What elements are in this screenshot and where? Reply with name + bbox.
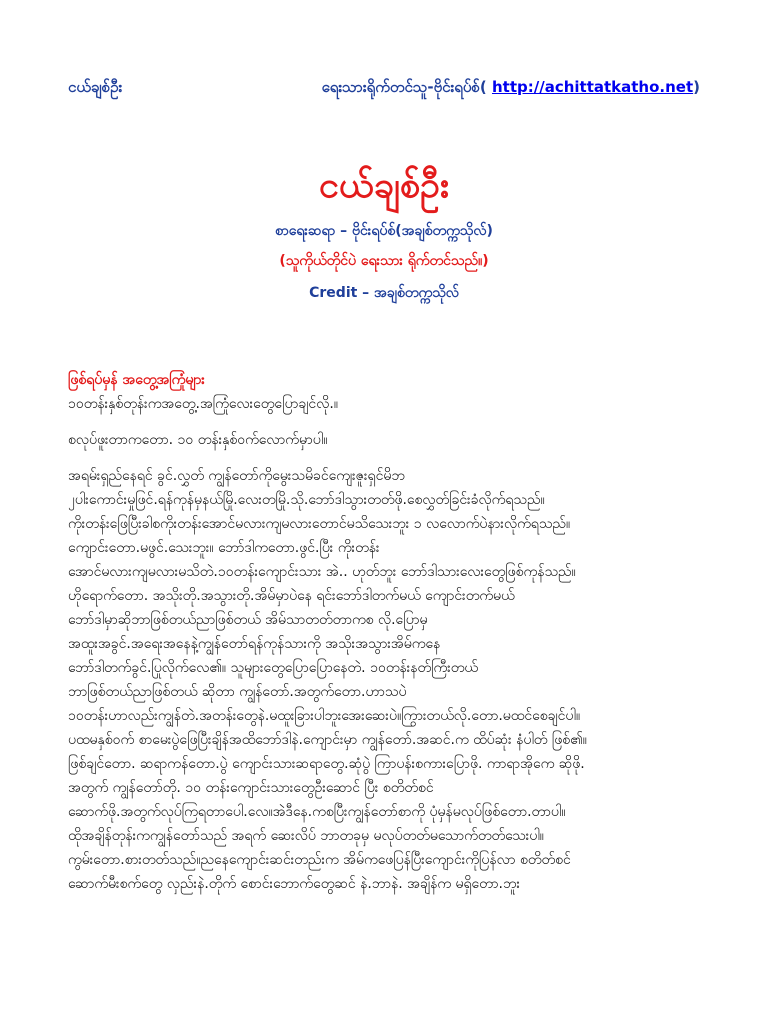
paragraph: ကျောင်းတော.မဖွင်.သေးဘူး။ ဘော်ဒါကတော.ဖွင်.ပြီး ကိုးတန်း bbox=[68, 540, 380, 556]
paragraph: ဘော်ဒါမှာဆိုဘာဖြစ်တယ်ညာဖြစ်တယ် အိမ်သာတတ်တာကစ လို.ပြောမှ bbox=[68, 612, 428, 628]
paragraph: ကွမ်းတော.စားတတ်သည်။ညနေကျောင်းဆင်းတည်းက အိမ်ကဖေပြန်ပြီးကျောင်းကိုပြန်လာ စတိတ်စင် bbox=[68, 852, 571, 868]
paragraph: ဖြစ်ချင်တော. ဆရာကန်တော.ပွဲ ကျောင်းသားဆရာတွေ.ဆုံပွဲ ကြာပန်းစကားပြောဖို. ကာရာအိုကေ ဆိုဖို. bbox=[68, 756, 585, 772]
paragraph: စလုပ်ဖူးတာကတော. ၁၀ တန်းနှစ်ဝက်လောက်မှာပါ။ bbox=[68, 432, 328, 448]
paragraph: ဆောက်ဖို.အတွက်လုပ်ကြရတာပေါ.လေ။အဲဒီနေ.ကစပြီးကျွန်တော်စာကို ပုံမှန်မလုပ်ဖြစ်တော.တာပါ။ bbox=[68, 804, 566, 820]
story-body bbox=[68, 368, 706, 896]
paragraph: ကိုးတန်းဖြေပြီးခါစကိုးတန်းအောင်မလားကျမလားတောင်မသိသေးဘူး ၁ လလောက်ပဲနားလိုက်ရသည်။ bbox=[68, 516, 571, 532]
credit-line: Credit – အချစ်တက္ကသိုလ် bbox=[309, 285, 459, 301]
title-block bbox=[0, 160, 768, 306]
section-heading: ဖြစ်ရပ်မှန် အတွေ့အကြုံများ bbox=[68, 372, 205, 388]
note-line: (သူကိုယ်တိုင်ပဲ ရေးသား ရိုက်တင်သည်။) bbox=[279, 253, 489, 269]
paragraph: ဆောက်မီးစက်တွေ လှည်းနဲ.တိုက် စောင်းဘောက်တွေဆင် နဲ.ဘာနဲ. အချိန်က မရှိတော.ဘူး bbox=[68, 876, 520, 892]
paragraph: ၁၀တန်းနှစ်တုန်းကအတွေ့.အကြုံလေးတွေပြောချင်လို.။ bbox=[68, 396, 339, 412]
story-title: ငယ်ချစ်ဦး bbox=[318, 165, 450, 206]
paragraph: ထိုအချိန်တုန်းကကျွန်တော်သည် အရက် ဆေးလိပ် ဘာတခုမှ မလုပ်တတ်မသောက်တတ်သေးပါ။ bbox=[68, 828, 544, 844]
header-story-title: ငယ်ချစ်ဦး bbox=[68, 78, 123, 96]
website-link[interactable]: http://achittatkatho.net bbox=[491, 78, 694, 96]
paragraph: ၁၀တန်းဟာလည်းကျွန်တဲ.အတန်းတွေနဲ.မထူးခြားပါဘူးအေးဆေးပဲ။ကြွားတယ်လို.တော.မထင်စေချင်ပါ။ bbox=[68, 708, 581, 724]
paragraph: ဟိုရောက်တော. အသိုးတို.အသွားတို.အိမ်မှာပဲနေ ရင်းဘော်ဒါတက်မယ် ကျောင်းတက်မယ် bbox=[68, 588, 515, 604]
paragraph: ဘာဖြစ်တယ်ညာဖြစ်တယ် ဆိုတာ ကျွန်တော်.အတွက်တော.ဟာသပဲ bbox=[68, 684, 407, 700]
author-line: စာရေးဆရာ – ဗိုင်းရပ်စ်(အချစ်တက္ကသိုလ်) bbox=[275, 223, 493, 239]
paragraph: အရမ်းရှည်နေရင် ခွင်.လွှတ် ကျွန်တော်ကိုမွေးသမိခင်ကျေးဇူးရှင်မိဘ bbox=[68, 468, 405, 484]
header-close-paren: ) bbox=[693, 78, 700, 96]
paragraph: ဘော်ဒါတက်ခွင်.ပြုလိုက်လေ၏။ သူများတွေပြောပြောနေတဲ. ၁၀တန်းနတ်ကြီးတယ် bbox=[68, 660, 478, 676]
header-author-text: ရေးသားရိုက်တင်သူ-ဗိုင်းရပ်စ်( bbox=[321, 78, 487, 96]
running-header bbox=[68, 76, 700, 102]
paragraph: အောင်မလားကျမလားမသိတဲ.၁၀တန်းကျောင်းသား အဲ.. ဟုတ်ဘူး ဘော်ဒါသားလေးတွေဖြစ်ကုန်သည်။ bbox=[68, 564, 576, 580]
paragraph: အထူးအခွင်.အရေးအနေနဲ့ကျွန်တော်ရန်ကုန်သားကို အသိုးအသွားအိမ်ကနေ bbox=[68, 636, 441, 652]
paragraph: အတွက် ကျွန်တော်တို. ၁၀ တန်းကျောင်းသားတွေဦးဆောင် ပြီး စတိတ်စင် bbox=[68, 780, 434, 796]
paragraph: ၂ပါးကောင်းမှုဖြင်.ရန်ကုန်မှနယ်မြို.လေးတမြို.သို.ဘော်ဒါသွားတတ်ဖို.စေလွှတ်ခြင်းခံလိုက်ရသည်။ bbox=[68, 492, 545, 508]
paragraph: ပထမနှစ်ဝက် စာမေးပွဲဖြေပြီးချိန်အထိဘော်ဒါနဲ.ကျောင်းမှာ ကျွန်တော်.အဆင်.က ထိပ်ဆုံး နံပါတ် ဖြစ်၏။ bbox=[68, 732, 587, 748]
header-author-info bbox=[322, 78, 700, 100]
